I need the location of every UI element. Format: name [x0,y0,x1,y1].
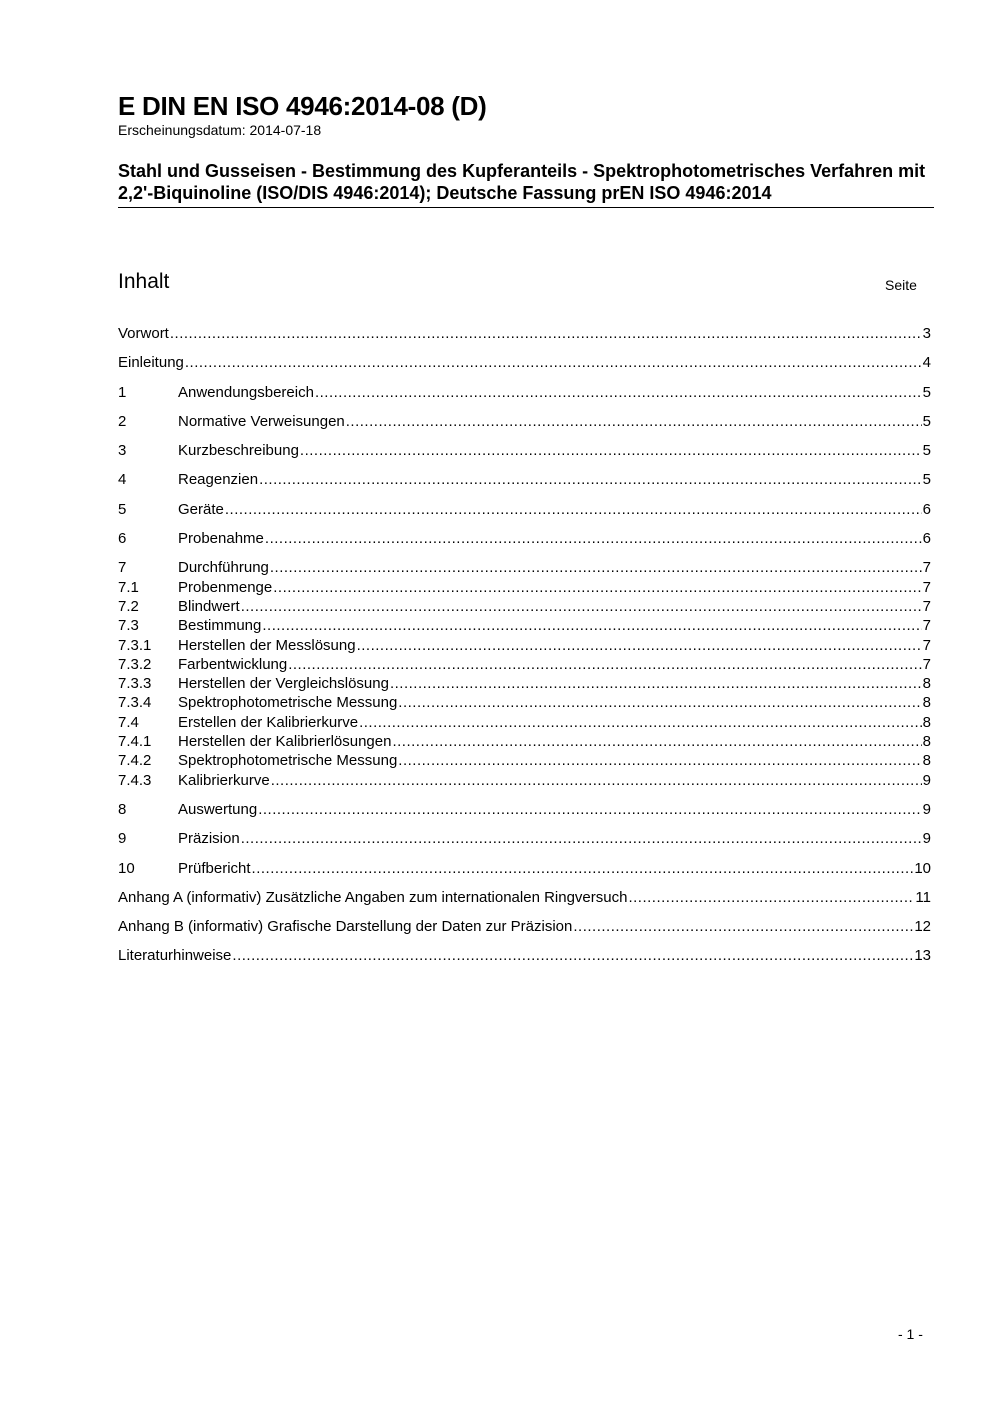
toc-entry-title: Anhang B (informativ) Grafische Darstellung der Daten zur Präzision [118,918,573,936]
toc-dot-leader [300,441,922,460]
toc-entry-page: 8 [922,752,931,770]
toc-entry[interactable] [118,946,931,965]
toc-entry-number: 7.3 [118,617,139,635]
toc-entry[interactable] [118,693,931,712]
document-id: E DIN EN ISO 4946:2014-08 (D) [118,91,487,121]
toc-dot-leader [346,412,922,431]
toc-entry-title: Spektrophotometrische Messung [178,694,398,712]
toc-entry-number: 7.4 [118,713,139,731]
toc-entry-page: 7 [922,655,931,673]
toc-entry-number: 9 [118,830,127,848]
toc-entry-page: 9 [922,830,931,848]
toc-entry-page: 12 [914,918,931,936]
toc-entry[interactable] [118,655,931,674]
toc-dot-leader [262,616,921,635]
toc-entry-number: 8 [118,800,127,818]
toc-entry-page: 6 [922,530,931,548]
toc-dot-leader [273,578,921,597]
toc-entry-page: 8 [922,675,931,693]
toc-dot-leader [390,674,922,693]
toc-entry-page: 7 [922,559,931,577]
toc-entry-page: 7 [922,636,931,654]
toc-entry-number: 5 [118,500,127,518]
toc-dot-leader [225,500,922,519]
toc-dot-leader [252,859,914,878]
toc-entry[interactable] [118,578,931,597]
toc-entry-page: 8 [922,694,931,712]
toc-dot-leader [359,713,922,732]
toc-entry-number: 4 [118,471,127,489]
toc-entry[interactable] [118,500,931,519]
toc-entry-number: 1 [118,383,127,401]
page-column-label: Seite [885,277,917,293]
toc-dot-leader [185,353,922,372]
table-of-contents [118,324,931,966]
toc-entry-page: 8 [922,713,931,731]
toc-entry-page: 10 [914,859,931,877]
toc-dot-leader [232,946,913,965]
toc-dot-leader [288,655,921,674]
toc-dot-leader [258,800,921,819]
toc-entry-title: Probenmenge [178,578,273,596]
toc-entry-title: Auswertung [178,800,258,818]
toc-entry[interactable] [118,771,931,790]
toc-entry-number: 3 [118,442,127,460]
toc-entry-page: 6 [922,500,931,518]
toc-entry-page: 9 [922,771,931,789]
toc-entry-page: 9 [922,800,931,818]
toc-entry[interactable] [118,529,931,548]
toc-entry-title: Herstellen der Vergleichslösung [178,675,389,693]
toc-entry-number: 7 [118,559,127,577]
toc-entry-page: 5 [922,383,931,401]
toc-entry-title: Einleitung [118,354,184,372]
toc-entry[interactable] [118,636,931,655]
toc-entry-title: Erstellen der Kalibrierkurve [178,713,359,731]
toc-entry-page: 13 [914,947,931,965]
toc-entry-page: 8 [922,733,931,751]
toc-entry[interactable] [118,616,931,635]
toc-entry-title: Reagenzien [178,471,259,489]
toc-entry[interactable] [118,732,931,751]
toc-entry-title: Herstellen der Kalibrierlösungen [178,733,392,751]
toc-entry-title: Bestimmung [178,617,262,635]
toc-entry-title: Herstellen der Messlösung [178,636,356,654]
toc-entry-page: 4 [922,354,931,372]
toc-entry[interactable] [118,441,931,460]
toc-entry-title: Spektrophotometrische Messung [178,752,398,770]
toc-entry-page: 11 [915,888,931,906]
toc-entry-title: Kurzbeschreibung [178,442,299,460]
toc-dot-leader [398,751,921,770]
toc-entry[interactable] [118,383,931,402]
toc-entry-page: 3 [922,325,931,342]
document-title: Stahl und Gusseisen - Bestimmung des Kupferanteils - Spektrophotometrisches Verfahren mit 2,2'-Biquinoline (ISO/DIS 4946:2014); Deutsche Fassung prEN ISO 4946:2014 [118,160,934,208]
toc-entry-title: Normative Verweisungen [178,412,345,430]
toc-dot-leader [241,597,922,616]
toc-entry-title: Kalibrierkurve [178,771,270,789]
toc-entry-page: 7 [922,578,931,596]
toc-entry-number: 6 [118,530,127,548]
toc-entry-page: 5 [922,471,931,489]
toc-entry-title: Anhang A (informativ) Zusätzliche Angaben zum internationalen Ringversuch [118,888,628,906]
toc-heading: Inhalt [118,270,170,293]
toc-dot-leader [271,771,922,790]
toc-entry-number: 7.2 [118,597,139,615]
toc-entry-number: 7.4.2 [118,752,152,770]
toc-dot-leader [573,917,913,936]
toc-dot-leader [357,636,922,655]
toc-entry-number: 2 [118,412,127,430]
toc-entry-number: 7.1 [118,578,139,596]
toc-entry[interactable] [118,558,931,577]
toc-entry-number: 10 [118,859,135,877]
toc-entry-page: 5 [922,442,931,460]
toc-dot-leader [170,324,922,343]
toc-entry-number: 7.4.3 [118,771,152,789]
toc-dot-leader [259,470,922,489]
toc-entry[interactable] [118,674,931,693]
toc-entry-title: Literaturhinweise [118,947,232,965]
toc-entry[interactable] [118,751,931,770]
toc-entry[interactable] [118,470,931,489]
toc-dot-leader [265,529,922,548]
toc-dot-leader [270,558,922,577]
toc-entry-title: Vorwort [118,325,169,342]
toc-entry[interactable] [118,713,931,732]
toc-entry-number: 7.3.4 [118,694,152,712]
toc-dot-leader [241,829,922,848]
toc-dot-leader [392,732,921,751]
toc-entry[interactable] [118,800,931,819]
toc-entry-title: Probenahme [178,530,264,548]
toc-entry[interactable] [118,353,931,372]
toc-entry-title: Prüfbericht [178,859,251,877]
toc-dot-leader [398,693,921,712]
toc-entry-title: Anwendungsbereich [178,383,314,401]
toc-entry-page: 5 [922,412,931,430]
toc-entry-title: Durchführung [178,559,269,577]
publication-date: Erscheinungsdatum: 2014-07-18 [118,122,322,138]
toc-entry-number: 7.3.2 [118,655,152,673]
toc-entry-number: 7.4.1 [118,733,152,751]
toc-entry[interactable] [118,597,931,616]
toc-entry[interactable] [118,917,931,936]
toc-entry-title: Geräte [178,500,224,518]
toc-entry-title: Blindwert [178,597,240,615]
footer-page-number: - 1 - [898,1326,923,1342]
toc-entry[interactable] [118,412,931,431]
toc-entry-number: 7.3.1 [118,636,152,654]
toc-entry-page: 7 [922,617,931,635]
toc-entry-title: Präzision [178,830,240,848]
toc-entry-title: Farbentwicklung [178,655,288,673]
toc-entry[interactable] [118,859,931,878]
toc-entry-page: 7 [922,597,931,615]
toc-entry-number: 7.3.3 [118,675,152,693]
toc-dot-leader [315,383,922,402]
toc-entry[interactable] [118,829,931,848]
toc-entry[interactable] [118,888,931,907]
toc-entry[interactable] [118,324,931,343]
toc-dot-leader [628,888,914,907]
